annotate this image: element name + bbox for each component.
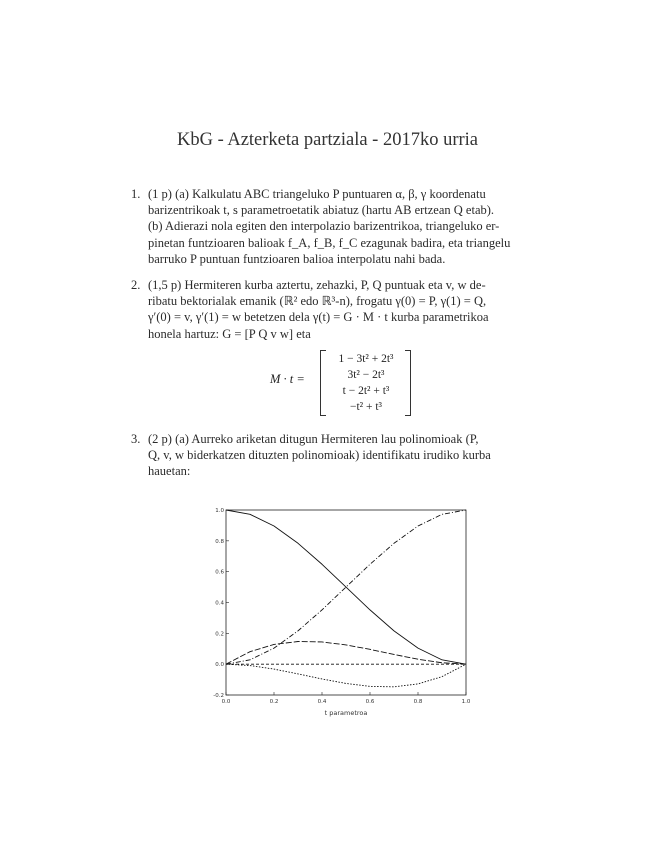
y-tick-label: 1.0 — [215, 508, 224, 514]
x-tick-label: 0.4 — [317, 699, 327, 705]
problem-number: 3. — [131, 432, 141, 446]
text-line: hauetan: — [148, 464, 191, 479]
problem-body — [148, 277, 535, 342]
problem-3 — [131, 431, 535, 480]
text-line: (1 p) (a) Kalkulatu ABC triangeluko P puntuaren α, β, γ koordenatu — [148, 187, 486, 201]
problem-2 — [131, 277, 535, 342]
y-tick-label: 0.4 — [215, 600, 224, 607]
x-tick-label: 1.0 — [461, 699, 471, 705]
problem-body — [148, 186, 535, 267]
y-tick-label: 0.8 — [215, 538, 224, 545]
text-line: (1,5 p) Hermiteren kurba aztertu, zehazki, P, Q puntuak eta v, w de- — [148, 278, 486, 292]
matrix-row: 1 − 3t² + 2t³ — [338, 353, 394, 365]
page-title: KbG - Azterketa partziala - 2017ko urria — [176, 130, 478, 150]
text-line: pinetan funtzioaren balioak f_A, f_B, f_C ezagunak badira, eta triangelu — [148, 235, 511, 250]
problem-number: 1. — [131, 187, 141, 201]
series-line-1 — [226, 510, 466, 664]
text-line: (2 p) (a) Aurreko ariketan ditugun Hermiteren lau polinomioak (P, — [148, 432, 479, 446]
matrix-row: −t² + t³ — [349, 401, 382, 413]
text-line: Q, v, w biderkatzen dituzten polinomioak) identifikatu irudiko kurba — [148, 448, 491, 463]
series-line-3 — [226, 642, 466, 665]
matrix-row: t − 2t² + t³ — [342, 385, 390, 397]
text-line: honela hartuz: G = [P Q v w] eta — [148, 326, 311, 341]
y-tick-label: 0.0 — [215, 662, 224, 669]
text-line: ribatu bektorialak emanik (ℝ² edo ℝ³-n), frogatu γ(0) = P, γ(1) = Q, — [148, 294, 487, 309]
series-line-4 — [226, 664, 466, 687]
x-tick-label: 0.2 — [269, 699, 279, 705]
x-axis-label: t parametroa — [324, 709, 368, 717]
matrix-label: M · t = — [270, 372, 305, 386]
y-tick-label: -0.2 — [213, 693, 224, 699]
text-line: γ′(0) = v, γ′(1) = w betetzen dela γ(t) = G · M · t kurba parametrikoa — [148, 310, 489, 325]
text-line: barruko P puntuan funtzioaren balioa interpolatu nahi bada. — [148, 251, 446, 266]
problem-number: 2. — [131, 278, 141, 292]
problem-1 — [131, 186, 535, 267]
matrix-right-bracket — [405, 350, 411, 416]
matrix-rows — [326, 351, 406, 415]
axis-ticks — [213, 508, 471, 705]
x-tick-label: 0.0 — [221, 699, 231, 705]
text-line: (b) Adierazi nola egiten den interpolazio barizentrikoa, triangeluko er- — [148, 219, 500, 234]
x-tick-label: 0.6 — [365, 699, 375, 705]
problem-body — [148, 431, 535, 480]
y-tick-label: 0.6 — [215, 569, 224, 576]
text-line: barizentrikoak t, s parametroetatik abiatuz (hartu AB ertzean Q etab). — [148, 203, 495, 218]
y-tick-label: 0.2 — [215, 631, 224, 638]
x-tick-label: 0.8 — [413, 699, 423, 705]
matrix-row: 3t² − 2t³ — [347, 369, 385, 381]
hermite-basis-chart — [210, 502, 480, 722]
series-group — [226, 510, 466, 687]
